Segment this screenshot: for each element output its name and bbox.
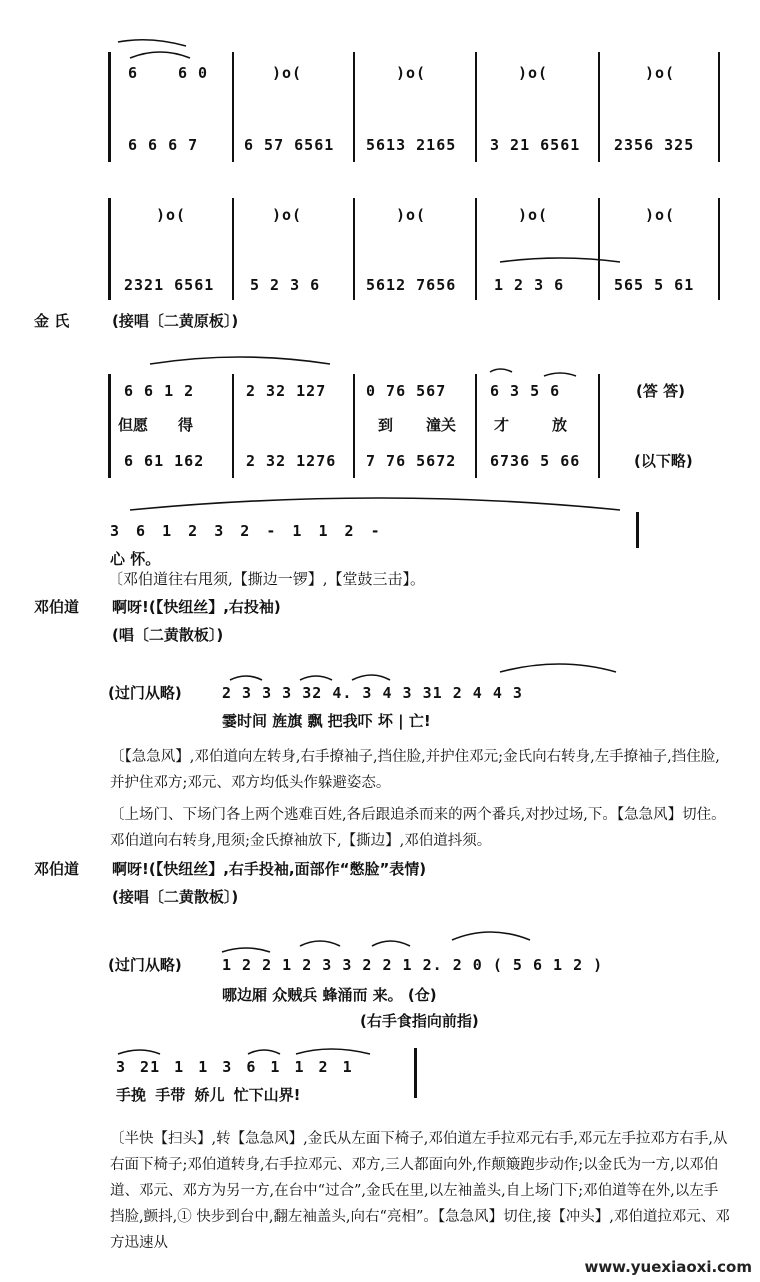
barline (598, 198, 600, 300)
slur (118, 1050, 160, 1054)
notation: 6736 5 66 (490, 452, 581, 470)
singing-direction: (接唱〔二黄散板〕) (112, 888, 239, 906)
barline (353, 52, 355, 162)
notation: 3 6 1 2 3 2 - 1 1 2 - (110, 522, 381, 540)
barline (718, 52, 720, 162)
slur (248, 1050, 280, 1054)
lyric: 潼关 (426, 416, 457, 434)
notation: 6 6 1 2 (124, 382, 195, 400)
slur (130, 498, 620, 510)
notation: 6 61 162 (124, 452, 205, 470)
notation: 3 21 6561 (490, 136, 581, 154)
barline (475, 52, 477, 162)
notation: )o( (156, 206, 187, 224)
notation: )o( (645, 64, 676, 82)
notation: 1 2 3 6 (494, 276, 565, 294)
notation: 3 21 1 1 3 6 1 1 2 1 (116, 1058, 353, 1076)
slur (500, 664, 616, 672)
lyric: 手挽 手带 娇儿 忙下山界! (116, 1086, 301, 1104)
spoken-line: 啊呀!(【快纽丝】,右投袖) (112, 598, 281, 616)
barline (353, 374, 355, 478)
notation: 2 32 127 (246, 382, 327, 400)
slur (372, 941, 410, 946)
slur (118, 40, 186, 46)
slur (300, 941, 340, 946)
lyric: 哪边厢 众贼兵 蜂涌而 来。 (仓) (222, 986, 437, 1004)
notation: 565 5 61 (614, 276, 695, 294)
slur (300, 676, 332, 680)
stage-direction: 〔半快【扫头】,转【急急风】,金氏从左面下椅子,邓伯道左手拉邓元右手,邓元左手拉邓方右手,从右面下椅子;邓伯道转身,右手拉邓元、邓方,三人都面向外,作颠簸跑步动作;以金氏为一方,以邓伯道、邓元、邓方为另一方,在台中“过合”,金氏在里,以左袖盖头,自上场门下;邓伯道等在外,以左手挡脸,颤抖,① 快步到台中,翻左袖盖头,向右“亮相”。【急急风】切住,接【冲头】,邓伯道拉邓元、邓方迅速从 (110, 1131, 730, 1251)
notation: )o( (272, 206, 303, 224)
notation: 6 6 6 7 (128, 136, 199, 154)
notation: )o( (518, 206, 549, 224)
notation-remark: (以下略) (634, 452, 693, 470)
slur (296, 1049, 370, 1054)
role-jinshi: 金 氏 (34, 312, 70, 330)
notation: 2356 325 (614, 136, 695, 154)
system-bracket (108, 198, 111, 300)
notation: 5 2 3 6 (250, 276, 321, 294)
barline (232, 52, 234, 162)
notation: 6 (128, 64, 139, 82)
barline (232, 374, 234, 478)
slur (230, 676, 262, 680)
lyric: 得 (178, 416, 194, 434)
notation-remark: (答 答) (636, 382, 685, 400)
notation: 6 3 5 6 (490, 382, 561, 400)
barline (598, 374, 600, 478)
barline (475, 198, 477, 300)
end-barline (414, 1048, 417, 1098)
slur (490, 369, 512, 372)
barline (718, 198, 720, 300)
notation: 2 3 3 3 32 4. 3 4 3 31 2 4 4 3 (222, 684, 523, 702)
system-bracket (108, 374, 111, 478)
notation: 6 57 6561 (244, 136, 335, 154)
watermark: www.yuexiaoxi.com (584, 1258, 752, 1276)
stage-direction: 〔【急急风】,邓伯道向左转身,右手撩袖子,挡住脸,并护住邓元;金氏向右转身,左手撩袖子,挡住脸,并护住邓方;邓元、邓方均低头作躲避姿态。 (110, 749, 720, 791)
notation: )o( (645, 206, 676, 224)
barline (598, 52, 600, 162)
stage-direction: 〔邓伯道往右甩须,【撕边一锣】,【堂鼓三击】。 (108, 570, 426, 588)
spoken-line: 啊呀!(【快纽丝】,右手投袖,面部作“憋脸”表情) (112, 860, 427, 878)
notation: )o( (272, 64, 303, 82)
notation: )o( (396, 64, 427, 82)
barline (232, 198, 234, 300)
lyric: 心 怀。 (110, 550, 161, 568)
role-dengbodao: 邓伯道 (34, 598, 80, 616)
notation: )o( (518, 64, 549, 82)
gesture-note: (右手食指向前指) (360, 1012, 479, 1030)
slur (222, 948, 270, 952)
notation: 5612 7656 (366, 276, 457, 294)
slur (500, 258, 620, 262)
singing-direction: (接唱〔二黄原板〕) (112, 312, 239, 330)
singing-direction: (唱〔二黄散板〕) (112, 626, 224, 644)
notation: 7 76 5672 (366, 452, 457, 470)
notation: 5613 2165 (366, 136, 457, 154)
notation: )o( (396, 206, 427, 224)
notation: 2 32 1276 (246, 452, 337, 470)
lyric: 但愿 (118, 416, 149, 434)
lyric: 到 (378, 416, 394, 434)
slur (452, 932, 530, 940)
system-bracket (108, 52, 111, 162)
notation: 6 0 (178, 64, 209, 82)
barline (475, 374, 477, 478)
interlude-note: (过门从略) (108, 684, 182, 702)
notation: 1 2 2 1 2 3 3 2 2 1 2. 2 0 ( 5 6 1 2 ) (222, 956, 604, 974)
barline (353, 198, 355, 300)
lyric: 霎时间 旌旗 飘 把我吓 坏 | 亡! (222, 712, 431, 730)
stage-direction: 〔上场门、下场门各上两个逃难百姓,各后跟追杀而来的两个番兵,对抄过场,下。【急急风】切住。邓伯道向右转身,甩须;金氏撩袖放下,【撕边】,邓伯道抖须。 (110, 807, 726, 849)
lyric: 才 (494, 416, 510, 434)
interlude-note: (过门从略) (108, 956, 182, 974)
notation: 2321 6561 (124, 276, 215, 294)
slur (150, 357, 330, 364)
notation: 0 76 567 (366, 382, 447, 400)
end-barline (636, 512, 639, 548)
slur (130, 52, 190, 58)
slur (544, 373, 576, 376)
role-dengbodao: 邓伯道 (34, 860, 80, 878)
slur (352, 675, 390, 680)
lyric: 放 (552, 416, 568, 434)
